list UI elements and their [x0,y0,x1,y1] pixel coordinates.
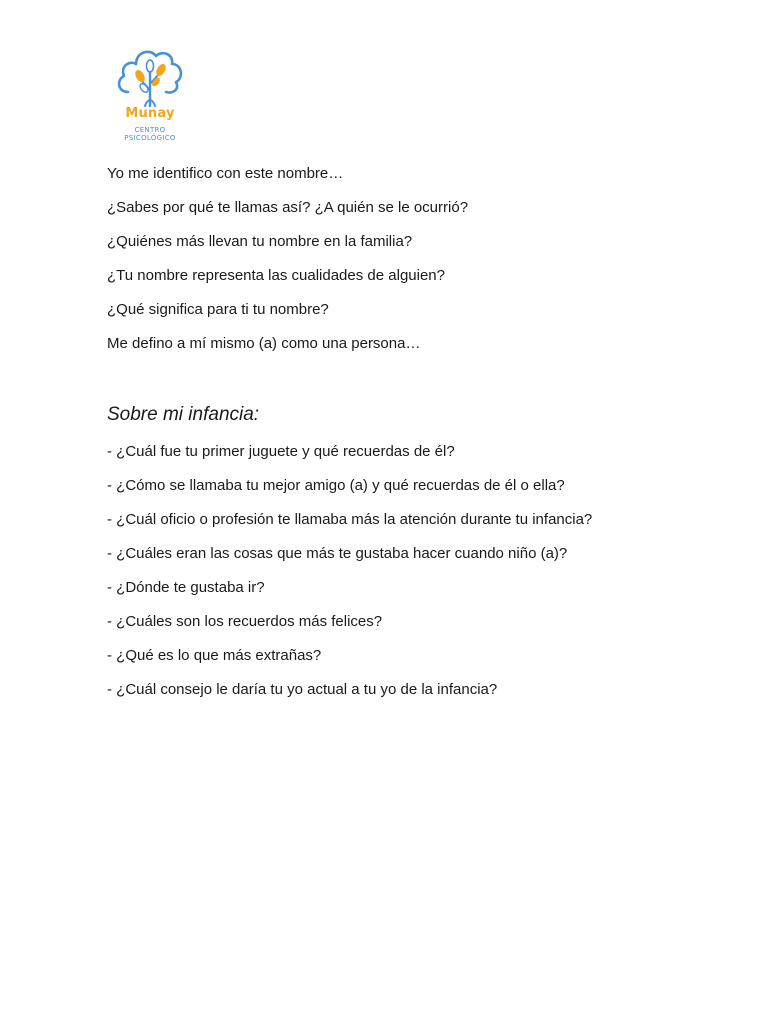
intro-questions [107,164,727,368]
logo-subtitle: CENTRO PSICOLÓGICO [124,126,176,142]
question-item: - ¿Cuál fue tu primer juguete y qué recuerdas de él? [107,443,455,460]
question-item: - ¿Cuáles son los recuerdos más felices? [107,613,383,630]
intro-line: ¿Sabes por qué te llamas así? ¿A quién se le ocurrió? [107,199,469,216]
intro-line: Yo me identifico con este nombre… [107,165,344,182]
intro-line: ¿Quiénes más llevan tu nombre en la familia? [107,233,413,250]
question-item: - ¿Cuáles eran las cosas que más te gustaba hacer cuando niño (a)? [107,545,568,562]
intro-line: Me defino a mí mismo (a) como una persona… [107,335,421,352]
question-item: - ¿Cuál oficio o profesión te llamaba más la atención durante tu infancia? [107,511,593,528]
intro-line: ¿Tu nombre representa las cualidades de alguien? [107,267,445,284]
question-item: - ¿Cuál consejo le daría tu yo actual a tu yo de la infancia? [107,681,498,698]
intro-line: ¿Qué significa para ti tu nombre? [107,301,329,318]
question-item: - ¿Qué es lo que más extrañas? [107,647,322,664]
section-title: Sobre mi infancia: [107,404,260,425]
munay-logo [108,42,192,140]
tree-icon [114,42,186,108]
childhood-questions [107,442,727,714]
question-item: - ¿Dónde te gustaba ir? [107,579,265,596]
logo-name: Munay [125,106,175,121]
question-item: - ¿Cómo se llamaba tu mejor amigo (a) y qué recuerdas de él o ella? [107,477,565,494]
